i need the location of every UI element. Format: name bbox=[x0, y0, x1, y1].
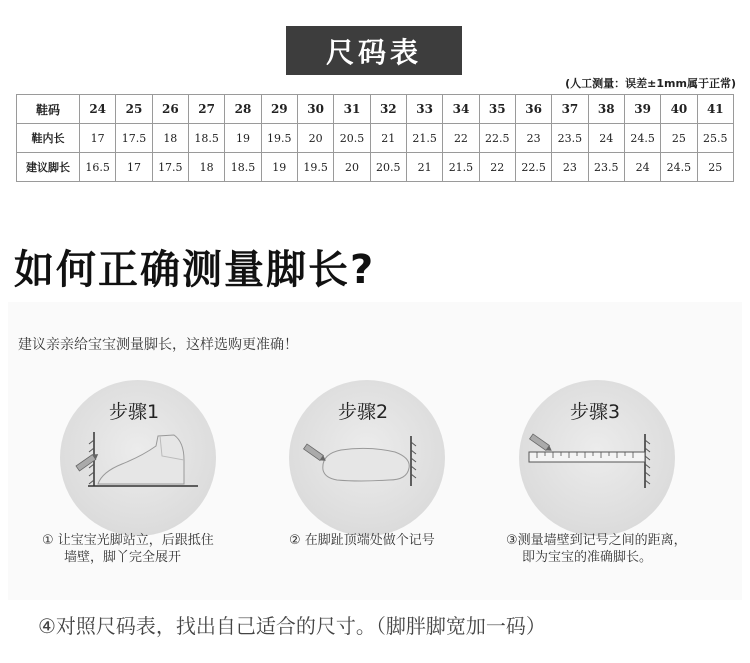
size-table-cell: 25 bbox=[116, 95, 152, 124]
size-table-cell: 23.5 bbox=[552, 124, 588, 153]
size-table-cell: 25.5 bbox=[697, 124, 733, 153]
step2-description: ② 在脚趾顶端处做个记号 bbox=[289, 533, 435, 548]
size-table-cell: 26 bbox=[152, 95, 188, 124]
size-table-cell: 23 bbox=[552, 153, 588, 182]
measurement-note: (人工测量：误差±1mm属于正常) bbox=[565, 77, 736, 90]
size-table-cell: 21.5 bbox=[406, 124, 442, 153]
size-table-cell: 21 bbox=[370, 124, 406, 153]
size-table-row bbox=[17, 153, 734, 182]
size-table-cell: 35 bbox=[479, 95, 515, 124]
size-table-cell: 18.5 bbox=[188, 124, 224, 153]
size-table-cell: 23.5 bbox=[588, 153, 624, 182]
step1-label: 步骤1 bbox=[109, 401, 160, 423]
size-table-row-label: 建议脚长 bbox=[17, 153, 80, 182]
size-table-cell: 23 bbox=[515, 124, 551, 153]
size-table-cell: 25 bbox=[697, 153, 733, 182]
size-table-cell: 27 bbox=[188, 95, 224, 124]
size-table-cell: 40 bbox=[661, 95, 697, 124]
size-table-cell: 24.5 bbox=[624, 124, 660, 153]
size-table-cell: 17 bbox=[80, 124, 116, 153]
size-table-cell: 21 bbox=[406, 153, 442, 182]
size-table-cell: 22.5 bbox=[479, 124, 515, 153]
size-table-row-label: 鞋码 bbox=[17, 95, 80, 124]
step3-description: ③测量墙壁到记号之间的距离， 即为宝宝的准确脚长。 bbox=[506, 533, 687, 565]
size-table-cell: 28 bbox=[225, 95, 261, 124]
step1-description: ① 让宝宝光脚站立，后跟抵住 墙壁，脚丫完全展开 bbox=[42, 533, 214, 565]
size-table-cell: 19.5 bbox=[261, 124, 297, 153]
size-table-cell: 22.5 bbox=[515, 153, 551, 182]
size-table-row bbox=[17, 124, 734, 153]
size-table-cell: 32 bbox=[370, 95, 406, 124]
size-table-cell: 20 bbox=[297, 124, 333, 153]
size-table-cell: 36 bbox=[515, 95, 551, 124]
size-table-cell: 30 bbox=[297, 95, 333, 124]
size-table-cell: 22 bbox=[479, 153, 515, 182]
size-table-cell: 19.5 bbox=[297, 153, 333, 182]
step2-footprint-icon bbox=[289, 380, 445, 536]
how-to-measure-heading: 如何正确测量脚长? bbox=[14, 247, 376, 293]
size-table-cell: 16.5 bbox=[80, 153, 116, 182]
size-table-row bbox=[17, 95, 734, 124]
size-table-cell: 18 bbox=[152, 124, 188, 153]
step2-label: 步骤2 bbox=[338, 401, 389, 423]
size-table bbox=[16, 94, 734, 182]
size-table-row-label: 鞋内长 bbox=[17, 124, 80, 153]
size-table-cell: 24.5 bbox=[661, 153, 697, 182]
size-table-cell: 22 bbox=[443, 124, 479, 153]
instructions-subheading: 建议亲亲给宝宝测量脚长，这样选购更准确！ bbox=[18, 337, 298, 353]
size-table-cell: 21.5 bbox=[443, 153, 479, 182]
size-advice-note: ④对照尺码表，找出自己适合的尺寸。（脚胖脚宽加一码） bbox=[38, 614, 546, 638]
size-table-cell: 24 bbox=[80, 95, 116, 124]
size-table-cell: 39 bbox=[624, 95, 660, 124]
size-table-cell: 18 bbox=[188, 153, 224, 182]
step3-label: 步骤3 bbox=[570, 401, 621, 423]
size-table-cell: 34 bbox=[443, 95, 479, 124]
size-table-cell: 24 bbox=[624, 153, 660, 182]
size-table-cell: 19 bbox=[225, 124, 261, 153]
size-table-cell: 24 bbox=[588, 124, 624, 153]
size-table-cell: 18.5 bbox=[225, 153, 261, 182]
size-table-cell: 20.5 bbox=[334, 124, 370, 153]
size-table-cell: 17 bbox=[116, 153, 152, 182]
size-table-cell: 20 bbox=[334, 153, 370, 182]
size-table-cell: 38 bbox=[588, 95, 624, 124]
size-table-cell: 19 bbox=[261, 153, 297, 182]
size-table-cell: 17.5 bbox=[116, 124, 152, 153]
size-table-cell: 25 bbox=[661, 124, 697, 153]
size-table-cell: 20.5 bbox=[370, 153, 406, 182]
size-table-cell: 41 bbox=[697, 95, 733, 124]
size-table-cell: 37 bbox=[552, 95, 588, 124]
size-table-cell: 33 bbox=[406, 95, 442, 124]
size-table-cell: 31 bbox=[334, 95, 370, 124]
size-table-cell: 17.5 bbox=[152, 153, 188, 182]
step3-ruler-icon bbox=[519, 380, 675, 536]
size-table-cell: 29 bbox=[261, 95, 297, 124]
size-chart-title: 尺码表 bbox=[286, 26, 462, 75]
step1-foot-wall-icon bbox=[60, 380, 216, 536]
